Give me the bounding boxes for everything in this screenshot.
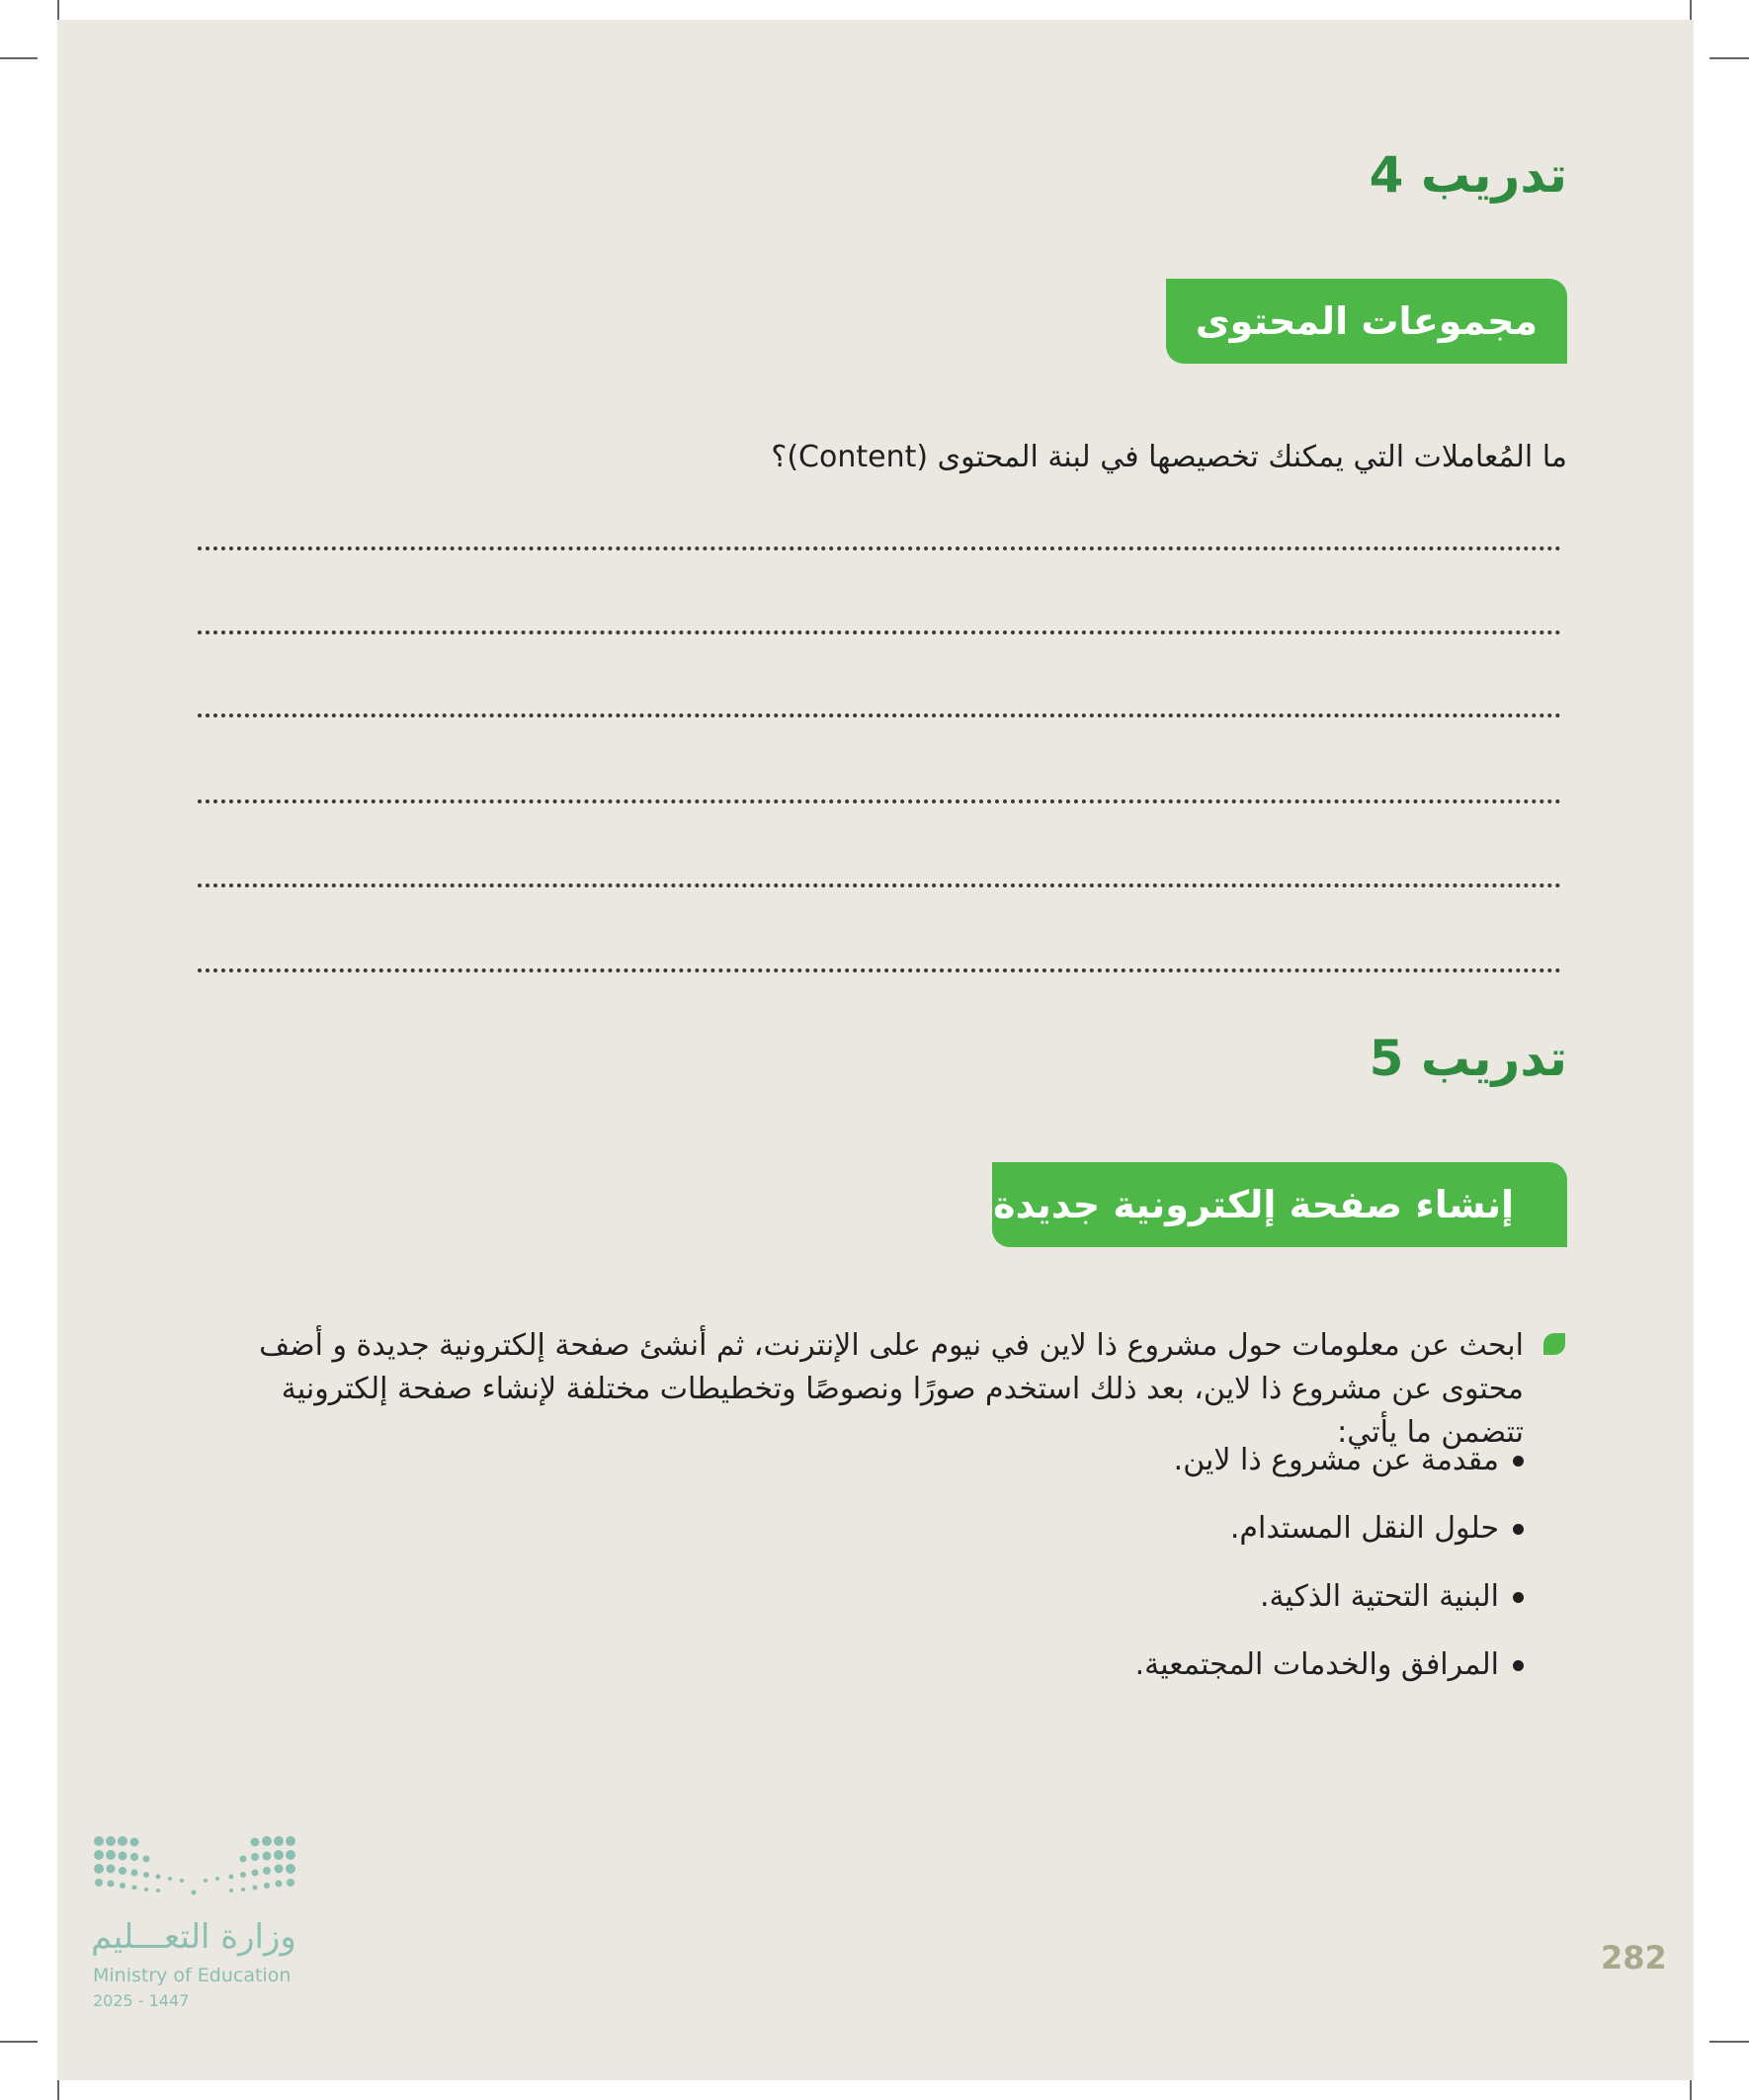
bullet-icon <box>1513 1524 1524 1535</box>
ministry-name-english: Ministry of Education <box>93 1965 292 1986</box>
crop-mark <box>1709 57 1749 59</box>
answer-line-6[interactable] <box>198 968 1561 972</box>
list-item-text: حلول النقل المستدام. <box>1229 1511 1499 1546</box>
bullet-icon <box>1513 1456 1524 1467</box>
answer-line-2[interactable] <box>198 630 1561 634</box>
answer-line-4[interactable] <box>198 799 1561 803</box>
crop-mark <box>1709 2041 1749 2043</box>
bullet-icon <box>1513 1660 1524 1671</box>
list-item-text: البنية التحتية الذكية. <box>1259 1579 1499 1614</box>
list-item-text: المرافق والخدمات المجتمعية. <box>1134 1647 1499 1682</box>
ministry-logo-icon <box>91 1833 298 1902</box>
exercise-4-banner: مجموعات المحتوى <box>1166 279 1567 364</box>
ministry-year: 2025 - 1447 <box>93 1991 190 2010</box>
exercise-5-title: تدريب 5 <box>1369 1030 1567 1087</box>
ministry-name-arabic: وزارة التعـــليم <box>91 1917 296 1957</box>
answer-line-1[interactable] <box>198 546 1561 550</box>
list-item-text: مقدمة عن مشروع ذا لاين. <box>1173 1443 1499 1477</box>
crop-mark <box>0 2041 38 2043</box>
answer-line-5[interactable] <box>198 883 1561 887</box>
exercise-4-question: ما المُعاملات التي يمكنك تخصيصها في لبنة المحتوى (Content)؟ <box>771 440 1567 474</box>
task-marker-icon <box>1543 1333 1565 1355</box>
bullet-icon <box>1513 1592 1524 1603</box>
answer-line-3[interactable] <box>198 714 1561 717</box>
crop-mark <box>0 57 38 59</box>
bullet-list <box>1135 1439 1524 1712</box>
page-number: 282 <box>1601 1939 1667 1976</box>
list-item <box>1135 1643 1524 1712</box>
exercise-5-banner: إنشاء صفحة إلكترونية جديدة <box>992 1162 1567 1247</box>
list-item <box>1135 1507 1524 1575</box>
exercise-5-task: ابحث عن معلومات حول مشروع ذا لاين في نيوم على الإنترنت، ثم أنشئ صفحة إلكترونية جديدة و أضف محتوى عن مشروع ذا لاين، بعد ذلك استخدم صورًا ونصوصًا وتخطيطات مختلفة لإنشاء صفحة إلكترونية تتضمن ما يأتي: <box>259 1328 1524 1450</box>
list-item <box>1135 1439 1524 1507</box>
exercise-4-title: تدريب 4 <box>1369 146 1567 204</box>
list-item <box>1135 1575 1524 1643</box>
